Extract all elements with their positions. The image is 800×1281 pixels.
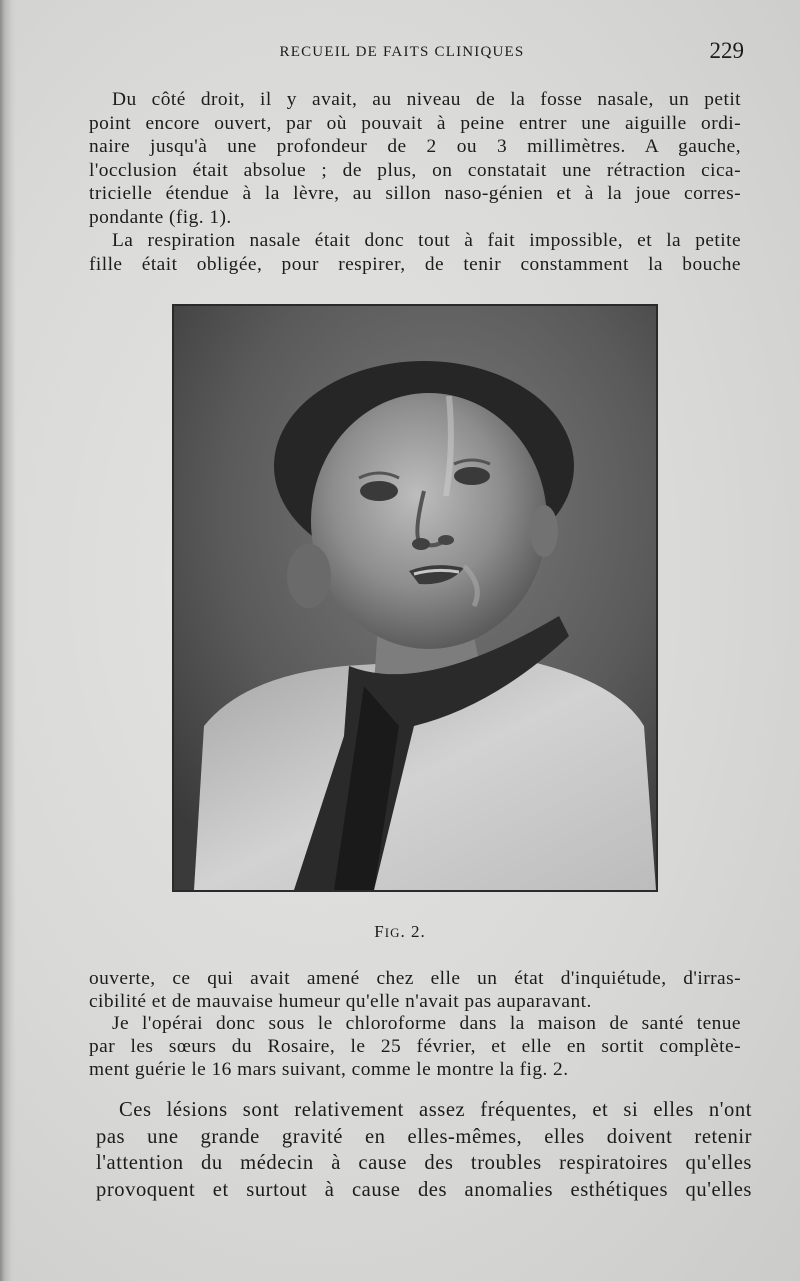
text-line: fille était obligée, pour respirer, de tenir constamment la bouche [89,253,741,275]
text-line: par les sœurs du Rosaire, le 25 février, et elle en sortit complète- [89,1036,741,1058]
paragraph-bottom [89,968,741,1082]
paragraph-final [96,1097,752,1203]
text-line: La respiration nasale était donc tout à fait impossible, et la petite [112,230,741,251]
figure-caption [0,922,800,942]
caption-prefix: F [374,922,385,941]
text-line: ment guérie le 16 mars suivant, comme le montre la fig. 2. [89,1058,569,1080]
caption-suffix: . 2. [400,922,426,941]
patient-photograph [172,304,658,892]
text-line: Ces lésions sont relativement assez fréquentes, et si elles n'ont [119,1099,752,1121]
text-line: tricielle étendue à la lèvre, au sillon naso-génien et à la joue corres- [89,183,741,204]
caption-smallcaps: IG [384,925,401,940]
text-line: Je l'opérai donc sous le chloroforme dans la maison de santé tenue [112,1013,741,1035]
paragraph-top [89,88,741,276]
running-title: RECUEIL DE FAITS CLINIQUES [279,44,525,60]
running-header [60,38,744,68]
page-number: 229 [709,38,744,63]
text-line: Du côté droit, il y avait, au niveau de la fosse nasale, un petit [112,89,741,110]
text-line: pondante (fig. 1). [89,206,232,228]
text-line: naire jusqu'à une profondeur de 2 ou 3 millimètres. A gauche, [89,136,741,157]
text-line: ouverte, ce qui avait amené chez elle un état d'inquiétude, d'irras- [89,968,741,989]
text-line: point encore ouvert, par où pouvait à peine entrer une aiguille ordi- [89,112,741,134]
text-line: l'attention du médecin à cause des troubles respiratoires qu'elles [96,1152,752,1174]
text-line: pas une grande gravité en elles-mêmes, elles doivent retenir [96,1125,752,1148]
page-binding-edge [0,0,16,1281]
text-line: l'occlusion était absolue ; de plus, on constatait une rétraction cica- [89,159,741,181]
child-portrait-photo [174,306,656,890]
text-line: provoquent et surtout à cause des anomalies esthétiques qu'elles [96,1178,752,1201]
text-line: cibilité et de mauvaise humeur qu'elle n'avait pas auparavant. [89,990,592,1012]
